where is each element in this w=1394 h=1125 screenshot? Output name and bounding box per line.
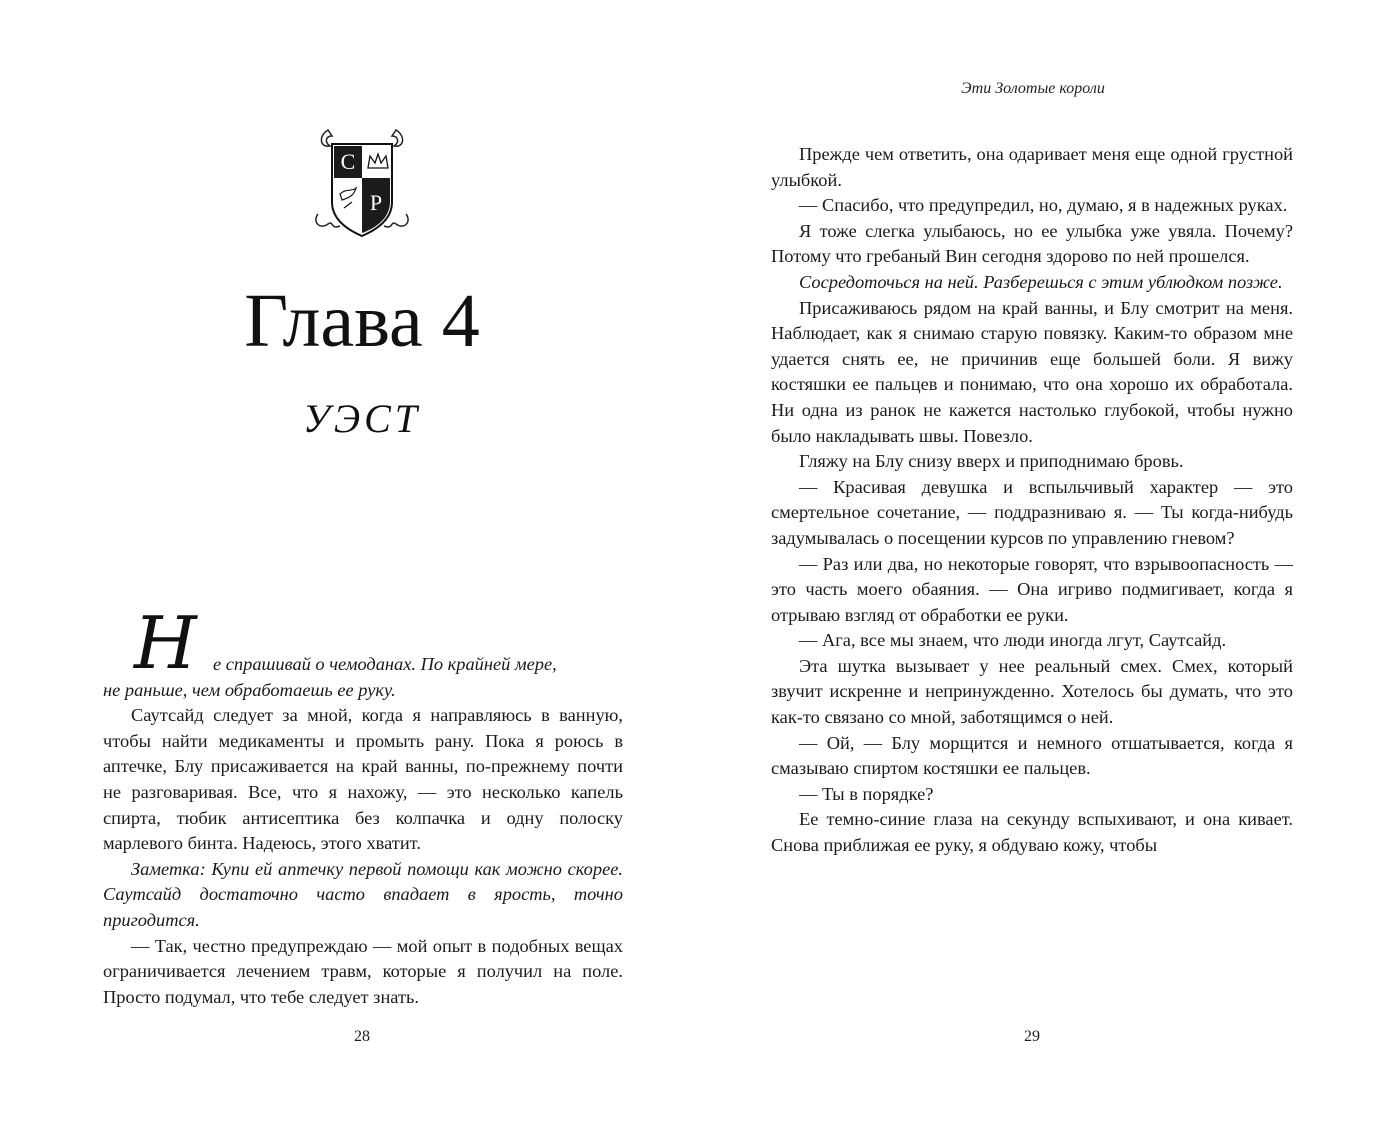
paragraph-italic: Сосредоточься на ней. Разберешься с этим ублюдком позже. xyxy=(799,271,1283,292)
running-head: Эти Золотые короли xyxy=(961,80,1105,97)
chapter-narrator: УЭСТ xyxy=(302,396,422,441)
page-number-left: 28 xyxy=(354,1028,370,1045)
drop-cap-letter: Н xyxy=(134,602,197,682)
paragraph: Присаживаюсь рядом на край ванны, и Блу смотрит на меня. Наблюдает, как я снимаю старую повязку. Каким-то образом мне удается снять ее, не причинив еще большей боли. Я вижу костяшки ее пальцев и понимаю, что она хорошо их обработала. Ни одна из ранок не кажется настолько глубокой, чтобы нужно было накладывать швы. Повезло. xyxy=(771,297,1293,446)
paragraph: — Красивая девушка и вспыльчивый характер — это смертельное сочетание, — поддразниваю я. — Ты когда-нибудь задумывалась о посещении курсов по управлению гневом? xyxy=(771,476,1293,548)
paragraph: Прежде чем ответить, она одаривает меня еще одной грустной улыбкой. xyxy=(771,144,1293,190)
paragraph: Гляжу на Блу снизу вверх и приподнимаю бровь. xyxy=(799,451,1184,472)
opening-line: е спрашивай о чемоданах. По крайней мере, xyxy=(213,654,557,674)
paragraph: Я тоже слегка улыбаюсь, но ее улыбка уже увяла. Почему? Потому что гребаный Вин сегодня здорово по ней прошелся. xyxy=(771,220,1293,267)
page-number-right: 29 xyxy=(1024,1028,1040,1045)
paragraph: — Ой, — Блу морщится и немного отшатывается, когда я смазываю спиртом костяшки ее пальцев. xyxy=(771,732,1293,779)
paragraph: — Ты в порядке? xyxy=(799,783,934,804)
paragraph-italic: Заметка: Купи ей аптечку первой помощи как можно скорее. Саутсайд достаточно часто впадает в ярость, точно пригодится. xyxy=(103,858,623,930)
paragraph: Саутсайд следует за мной, когда я направляюсь в ванную, чтобы найти медикаменты и промыть рану. Пока я роюсь в аптечке, Блу присаживается на край ванны, по-прежнему почти не разговаривая. Все, что я нахожу, — это несколько капель спирта, тюбик антисептика без колпачка и одну полоску марлевого бинта. Надеюсь, этого хватит. xyxy=(103,705,623,854)
crest-icon xyxy=(310,122,414,240)
paragraph: — Ага, все мы знаем, что люди иногда лгут, Саутсайд. xyxy=(799,630,1227,651)
left-page-text xyxy=(103,652,623,1010)
crest-letter-c: C xyxy=(340,149,356,174)
crest-letter-p: P xyxy=(369,190,383,215)
opening-line-2: не раньше, чем обработаешь ее руку. xyxy=(103,679,396,700)
paragraph: — Так, честно предупреждаю — мой опыт в подобных вещах ограничивается лечением травм, которые я получил на поле. Просто подумал, что тебе следует знать. xyxy=(103,935,623,1007)
paragraph: Эта шутка вызывает у нее реальный смех. Смех, который звучит искренне и непринужденно. Хотелось бы думать, что это как-то связано со мной, заботящимся о ней. xyxy=(771,655,1293,728)
chapter-title: Глава 4 xyxy=(244,279,480,363)
paragraph: — Спасибо, что предупредил, но, думаю, я в надежных руках. xyxy=(799,195,1288,216)
paragraph: Ее темно-синие глаза на секунду вспыхивают, и она кивает. Снова приближая ее руку, я обдуваю кожу, чтобы xyxy=(771,809,1293,856)
right-page-text xyxy=(771,142,1293,859)
paragraph: — Раз или два, но некоторые говорят, что взрывоопасность — это часть моего обаяния. — Она игриво подмигивает, когда я отрываю взгляд от обработки ее руки. xyxy=(771,553,1293,625)
